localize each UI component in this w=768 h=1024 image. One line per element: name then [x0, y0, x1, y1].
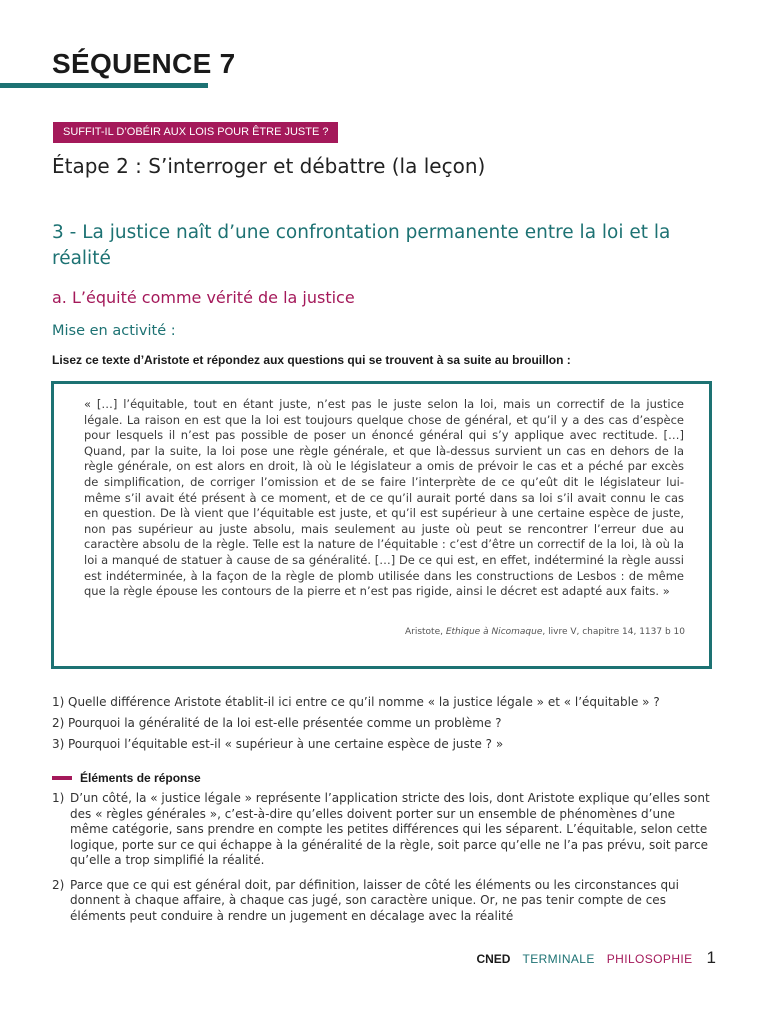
answers-heading — [52, 771, 201, 785]
quote-box — [51, 381, 712, 669]
answers-heading-label: Éléments de réponse — [80, 771, 201, 785]
question-number: 3) — [52, 737, 65, 751]
citation-reference: , livre V, chapitre 14, 1137 b 10 — [542, 627, 685, 637]
answer-number: 2) — [52, 877, 65, 892]
sequence-title: SÉQUENCE 7 — [52, 48, 236, 79]
answers-list — [52, 791, 712, 933]
citation-author: Aristote, — [404, 627, 446, 637]
quote-citation — [405, 627, 685, 637]
heading-marker — [52, 776, 72, 780]
question-number: 2) — [52, 716, 65, 730]
question-item — [52, 713, 732, 734]
footer-level: TERMINALE — [522, 952, 595, 966]
questions-list — [52, 692, 732, 755]
question-number: 1) — [52, 695, 65, 709]
quote-text: « […] l’équitable, tout en étant juste, n’est pas le juste selon la loi, mais un correctif de la justice légale. La raison en est que la loi est toujours quelque chose de général, et qu’il y a des cas d’espèce pour lesquels il n’est pas possible de poser un énoncé général qui s’y applique avec rectitude. […] Quand, par la suite, la loi pose une règle générale, et que là-dessus survient un cas en dehors de la règle générale, on est alors en droit, là où le législateur a omis de prévoir le cas et a péché par excès de simplification, de corriger l’omission et de se faire l’interprète de ce qu’eût dit le législateur lui-même s’il avait été présent à ce moment, et de ce qu’il aurait porté dans sa loi s’il avait connu le cas en question. De là vient que l’équitable est juste, et qu’il est supérieur à une certaine espèce de juste, non pas supérieur au juste absolu, mais seulement au juste où peut se rencontrer l’erreur due au caractère absolu de la règle. Telle est la nature de l’équitable : c’est d’être un correctif de la loi, là où la loi a manqué de statuer à cause de sa généralité. […] De ce qui est, en effet, indéterminé la règle aussi est indéterminée, à la façon de la règle de plomb utilisée dans les constructions de Lesbos : de même que la règle épouse les contours de la pierre et n’est pas rigide, ainsi le décret est adapté aux faits. » — [84, 397, 684, 599]
answer-item — [52, 878, 712, 925]
citation-work: Ethique à Nicomaque — [445, 627, 543, 637]
subsection-title: a. L’équité comme vérité de la justice — [52, 288, 355, 307]
footer-subject: PHILOSOPHIE — [606, 952, 693, 966]
page-footer — [476, 948, 716, 968]
question-text: Pourquoi l’équitable est-il « supérieur à une certaine espèce de juste ? » — [68, 737, 504, 751]
etape-title: Étape 2 : S’interroger et débattre (la leçon) — [52, 154, 486, 178]
answer-item — [52, 791, 712, 869]
answer-text: Parce que ce qui est général doit, par définition, laisser de côté les éléments ou les circonstances qui donnent à chaque affaire, à chaque cas jugé, son caractère unique. Or, ne pas tenir compte de ces éléments peut conduire à rendre un jugement en décalage avec la réalité — [70, 877, 679, 923]
theme-badge: SUFFIT-IL D’OBÉIR AUX LOIS POUR ÊTRE JUSTE ? — [53, 122, 338, 143]
question-item — [52, 692, 732, 713]
activity-heading: Mise en activité : — [52, 323, 176, 339]
page-number: 1 — [706, 948, 716, 967]
instruction-text: Lisez ce texte d’Aristote et répondez aux questions qui se trouvent à sa suite au brouillon : — [52, 353, 571, 367]
section-title: 3 - La justice naît d’une confrontation permanente entre la loi et la réalité — [52, 222, 671, 269]
question-text: Pourquoi la généralité de la loi est-elle présentée comme un problème ? — [68, 716, 502, 730]
question-text: Quelle différence Aristote établit-il ici entre ce qu’il nomme « la justice légale » et « l’équitable » ? — [68, 695, 660, 709]
question-item — [52, 734, 732, 755]
footer-brand: CNED — [476, 952, 511, 966]
answer-text: D’un côté, la « justice légale » représente l’application stricte des lois, dont Aristote explique qu’elles sont des « règles générales », c’est-à-dire qu’elles doivent porter sur un ensemble de phénomènes d’une même catégorie, sans prendre en compte les petites différences qui les séparent. L’équitable, selon cette logique, porte sur ce qui échappe à la généralité de la règle, soit parce qu’elle ne l’a pas prévu, soit parce qu’elle a trop simplifié la réalité. — [70, 791, 710, 867]
answer-number: 1) — [52, 791, 65, 805]
sequence-underline — [0, 83, 208, 88]
